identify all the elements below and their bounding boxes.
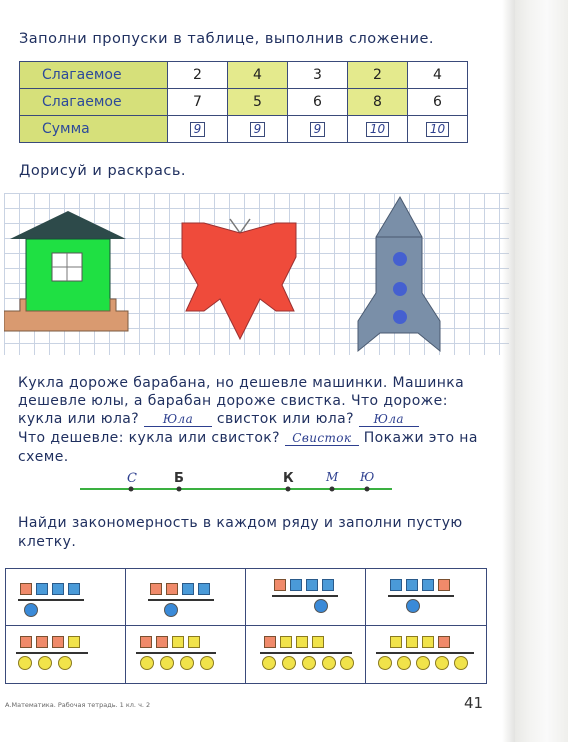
row-label: Сумма (20, 116, 168, 143)
table-cell: 6 (408, 89, 468, 116)
question-text: кукла или юла? (18, 411, 140, 427)
scheme-label: Б (174, 471, 184, 486)
sum-answer: 9 (250, 122, 266, 137)
sum-answer: 9 (190, 122, 206, 137)
question-text: Что дешевле: кукла или свисток? (18, 430, 280, 446)
pattern-cell (126, 569, 246, 626)
page-number: 41 (464, 694, 484, 712)
house-figure (4, 211, 128, 331)
scheme-label: М (326, 470, 339, 484)
answer-field[interactable]: Юла (359, 412, 419, 427)
pattern-cell (6, 626, 126, 683)
table-cell: 7 (168, 89, 228, 116)
task3-line1: Кукла дороже барабана, но дешевле машинки. Машинка (18, 375, 465, 391)
sum-answer: 9 (310, 122, 326, 137)
sum-cell[interactable] (408, 116, 468, 143)
page-fold-shadow (502, 0, 516, 742)
answer-field[interactable]: Юла (144, 412, 212, 427)
butterfly-shape (182, 223, 296, 339)
task3-line3 (18, 411, 419, 427)
table-cell: 4 (408, 62, 468, 89)
task3-line4 (18, 430, 478, 446)
pattern-grid (5, 568, 487, 684)
answer-field[interactable]: Свисток (285, 431, 359, 446)
question-text: Покажи это на (363, 430, 478, 446)
table-cell: 2 (168, 62, 228, 89)
price-scheme[interactable] (70, 462, 410, 498)
sum-cell[interactable] (288, 116, 348, 143)
rocket-body (358, 197, 440, 351)
scheme-label: Ю (360, 470, 375, 484)
table-cell: 8 (348, 89, 408, 116)
pattern-cell (366, 626, 486, 683)
task3-line2: дешевле юлы, а барабан дороже свистка. Что дороже: (18, 393, 448, 409)
drawing-grid[interactable] (4, 193, 509, 355)
scheme-label: К (283, 471, 294, 486)
table-row (20, 89, 468, 116)
pattern-cell (366, 569, 486, 626)
pattern-cell (126, 626, 246, 683)
table-cell: 2 (348, 62, 408, 89)
table-row (20, 62, 468, 89)
pattern-cell (246, 569, 366, 626)
table-cell: 6 (288, 89, 348, 116)
butterfly-figure (182, 219, 296, 339)
table-cell: 3 (288, 62, 348, 89)
task2-instruction: Дорисуй и раскрась. (19, 163, 186, 179)
rocket-porthole (393, 310, 407, 324)
sum-cell[interactable] (168, 116, 228, 143)
pattern-cell (6, 569, 126, 626)
sum-answer: 10 (366, 122, 389, 137)
drawing-figures (4, 193, 509, 355)
rocket-porthole (393, 282, 407, 296)
table-cell: 4 (228, 62, 288, 89)
table-row (20, 116, 468, 143)
sum-cell[interactable] (228, 116, 288, 143)
task4-line2: клетку. (18, 534, 77, 550)
footer-book-title: А.Математика. Рабочая тетрадь. 1 кл. ч. 2 (5, 701, 151, 709)
question-text: свисток или юла? (216, 411, 354, 427)
scheme-label: С (127, 471, 137, 486)
row-label: Слагаемое (20, 62, 168, 89)
rocket-porthole (393, 252, 407, 266)
row-label: Слагаемое (20, 89, 168, 116)
addition-table (19, 61, 468, 143)
rocket-figure (358, 197, 440, 351)
task4-line1: Найди закономерность в каждом ряду и заполни пустую (18, 515, 463, 531)
sum-cell[interactable] (348, 116, 408, 143)
table-cell: 5 (228, 89, 288, 116)
task3-line5: схеме. (18, 449, 69, 465)
book-edge (515, 0, 568, 742)
sum-answer: 10 (426, 122, 449, 137)
pattern-cell (246, 626, 366, 683)
task1-instruction: Заполни пропуски в таблице, выполнив сложение. (19, 31, 435, 47)
house-roof (10, 211, 126, 239)
